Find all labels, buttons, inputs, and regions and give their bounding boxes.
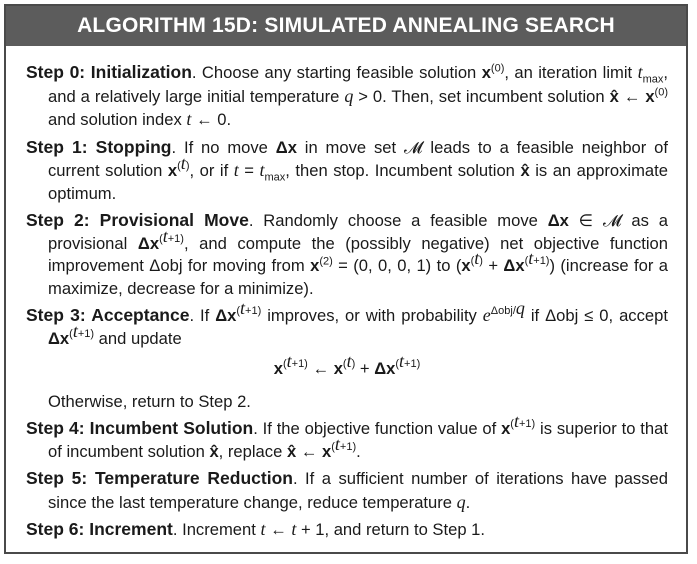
step-3-equation: $x^{(t+1)}$ ← $x^{(t)} + \Delta x^{(t+1)}$ — [273, 351, 421, 378]
step-5-text: . If a sufficient number of iterations have passed since the last temperature change, reduce temperature q. — [48, 469, 668, 512]
step-2-heading: Step 2: Provisional Move — [26, 210, 249, 230]
step-2 — [26, 209, 668, 300]
algorithm-steps — [6, 46, 686, 542]
algorithm-box — [4, 4, 688, 554]
step-0-heading: Step 0: Initialization — [26, 62, 192, 82]
step-2-text: . Randomly choose a feasible move Δx ∈ 𝓜 as a provisional $\Delta x^{(t+1)}$, and compute the (possibly negative) net objective function improvement Δobj for moving from $x^{(2)} = (0$, 0, 0, 1) to $(x^{(t)} + \Delta x^{(t+1)})$ (increase for a maximize, decrease for a minimize). — [48, 211, 669, 298]
step-4 — [26, 411, 668, 463]
step-0-text: . Choose any starting feasible solution $x^{(0)}$, an iteration limit $t_{max}$, and a relatively large initial temperature q > 0. Then, set incumbent solution x̂ ← $x^{(0)}$ and solution index t ← 0. — [48, 62, 668, 129]
step-3-text: . If $\Delta x^{(t+1)}$ improves, or with probability $e^{\Delta obj/q}$ if Δobj ≤ 0, accept $\Delta x^{(t+1)}$ and update — [48, 298, 668, 348]
step-3-heading: Step 3: Acceptance — [26, 305, 190, 325]
step-6-heading: Step 6: Increment — [26, 519, 173, 539]
step-4-heading: Step 4: Incumbent Solution — [26, 418, 254, 438]
step-5 — [26, 467, 668, 514]
step-6 — [26, 518, 668, 542]
step-3-otherwise: Otherwise, return to Step 2. — [48, 391, 251, 411]
algorithm-title: ALGORITHM 15D: SIMULATED ANNEALING SEARCH — [6, 6, 686, 46]
step-1-heading: Step 1: Stopping — [26, 136, 172, 157]
step-0 — [26, 61, 668, 132]
step-1 — [26, 136, 668, 206]
step-3 — [26, 298, 668, 350]
step-4-text: . If the objective function value of $x^{(t+1)}$ is superior to that of incumbent solution x̂, replace x̂ ← $x^{(t+1)}$. — [48, 411, 668, 461]
step-6-text: . Increment t ← t + 1, and return to Step 1. — [172, 519, 485, 539]
step-5-heading: Step 5: Temperature Reduction — [26, 468, 293, 488]
step-1-text: . If no move Δx in move set 𝓜 leads to a feasible neighbor of current solution $x^{(t)}$, or if $t = t_{max}$, then stop. Incumbent solution x̂ is an approximate optimum. — [48, 137, 668, 203]
